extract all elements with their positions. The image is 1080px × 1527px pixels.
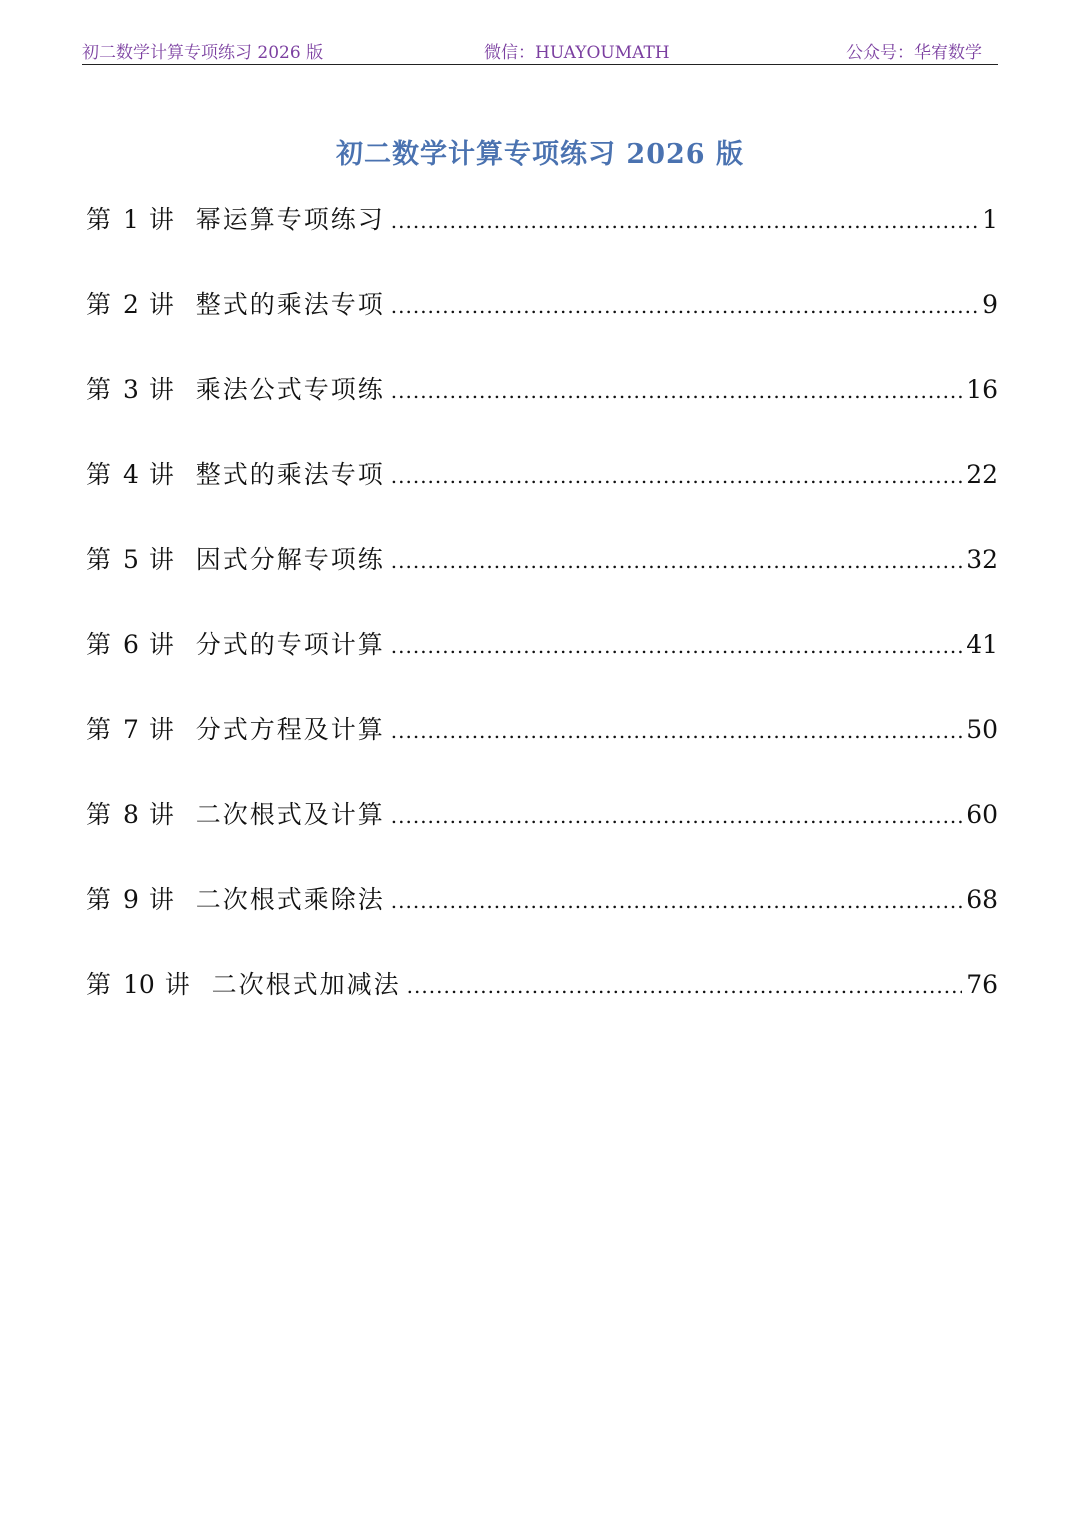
toc-entry[interactable] bbox=[86, 710, 998, 795]
lecture-number: 7 bbox=[122, 715, 139, 744]
dot-leader bbox=[391, 634, 962, 658]
dot-leader bbox=[391, 464, 962, 488]
lecture-suffix: 讲 bbox=[148, 715, 176, 744]
dot-leader bbox=[391, 804, 962, 828]
page-number: 1 bbox=[982, 205, 998, 234]
lecture-suffix: 讲 bbox=[148, 885, 176, 914]
dot-leader bbox=[391, 889, 962, 913]
lecture-suffix: 讲 bbox=[164, 970, 192, 999]
page-number: 50 bbox=[966, 715, 998, 744]
toc-entry[interactable] bbox=[86, 625, 998, 710]
lecture-prefix: 第 bbox=[86, 205, 114, 234]
toc-entry-label bbox=[86, 540, 385, 576]
page-number: 22 bbox=[966, 460, 998, 489]
dot-leader bbox=[391, 379, 962, 403]
lecture-suffix: 讲 bbox=[148, 460, 176, 489]
dot-leader bbox=[391, 209, 978, 233]
lecture-number: 2 bbox=[122, 290, 139, 319]
toc-entry[interactable] bbox=[86, 540, 998, 625]
toc-entry-label bbox=[86, 285, 385, 321]
lecture-topic: 整式的乘法专项 bbox=[195, 460, 385, 489]
page-number: 76 bbox=[966, 970, 998, 999]
lecture-prefix: 第 bbox=[86, 375, 114, 404]
lecture-number: 5 bbox=[122, 545, 139, 574]
toc-entry[interactable] bbox=[86, 200, 998, 285]
dot-leader bbox=[391, 294, 978, 318]
document-title: 初二数学计算专项练习 2026 版 bbox=[336, 139, 744, 170]
lecture-number: 8 bbox=[122, 800, 139, 829]
toc-entry-label bbox=[86, 370, 385, 406]
lecture-number: 6 bbox=[122, 630, 139, 659]
page-number: 41 bbox=[966, 630, 998, 659]
dot-leader bbox=[391, 719, 962, 743]
header-official-account: 公众号：华宥数学 bbox=[846, 43, 982, 63]
dot-leader bbox=[407, 974, 963, 998]
lecture-prefix: 第 bbox=[86, 970, 114, 999]
lecture-topic: 幂运算专项练习 bbox=[195, 205, 385, 234]
lecture-prefix: 第 bbox=[86, 800, 114, 829]
lecture-prefix: 第 bbox=[86, 630, 114, 659]
lecture-topic: 二次根式乘除法 bbox=[195, 885, 385, 914]
lecture-topic: 二次根式及计算 bbox=[195, 800, 385, 829]
lecture-prefix: 第 bbox=[86, 545, 114, 574]
toc-entry[interactable] bbox=[86, 370, 998, 455]
lecture-prefix: 第 bbox=[86, 460, 114, 489]
lecture-number: 1 bbox=[122, 205, 139, 234]
page-number: 16 bbox=[966, 375, 998, 404]
toc-entry-label bbox=[86, 795, 385, 831]
lecture-topic: 二次根式加减法 bbox=[211, 970, 401, 999]
toc-entry-label bbox=[86, 880, 385, 916]
lecture-prefix: 第 bbox=[86, 715, 114, 744]
lecture-prefix: 第 bbox=[86, 885, 114, 914]
header-document-title: 初二数学计算专项练习 2026 版 bbox=[82, 43, 324, 63]
dot-leader bbox=[391, 549, 962, 573]
lecture-suffix: 讲 bbox=[148, 800, 176, 829]
lecture-number: 4 bbox=[122, 460, 139, 489]
page-number: 32 bbox=[966, 545, 998, 574]
lecture-topic: 整式的乘法专项 bbox=[195, 290, 385, 319]
lecture-number: 3 bbox=[122, 375, 139, 404]
lecture-number: 10 bbox=[122, 970, 155, 999]
toc-entry-label bbox=[86, 625, 385, 661]
page-header bbox=[82, 36, 998, 65]
lecture-prefix: 第 bbox=[86, 290, 114, 319]
lecture-suffix: 讲 bbox=[148, 375, 176, 404]
page-number: 60 bbox=[966, 800, 998, 829]
lecture-suffix: 讲 bbox=[148, 545, 176, 574]
lecture-topic: 分式的专项计算 bbox=[195, 630, 385, 659]
toc-entry[interactable] bbox=[86, 285, 998, 370]
lecture-topic: 分式方程及计算 bbox=[195, 715, 385, 744]
toc-entry-label bbox=[86, 965, 401, 1001]
toc-entry[interactable] bbox=[86, 795, 998, 880]
lecture-number: 9 bbox=[122, 885, 139, 914]
toc-entry[interactable] bbox=[86, 455, 998, 540]
header-wechat-id: 微信：HUAYOUMATH bbox=[484, 43, 670, 63]
toc-entry-label bbox=[86, 455, 385, 491]
page-number: 9 bbox=[982, 290, 998, 319]
lecture-suffix: 讲 bbox=[148, 205, 176, 234]
lecture-topic: 乘法公式专项练 bbox=[195, 375, 385, 404]
toc-entry-label bbox=[86, 200, 385, 236]
lecture-topic: 因式分解专项练 bbox=[195, 545, 385, 574]
toc-entry-label bbox=[86, 710, 385, 746]
lecture-suffix: 讲 bbox=[148, 290, 176, 319]
page-number: 68 bbox=[966, 885, 998, 914]
toc-entry[interactable] bbox=[86, 880, 998, 965]
toc-entry[interactable] bbox=[86, 965, 998, 1050]
table-of-contents bbox=[86, 200, 998, 1050]
lecture-suffix: 讲 bbox=[148, 630, 176, 659]
